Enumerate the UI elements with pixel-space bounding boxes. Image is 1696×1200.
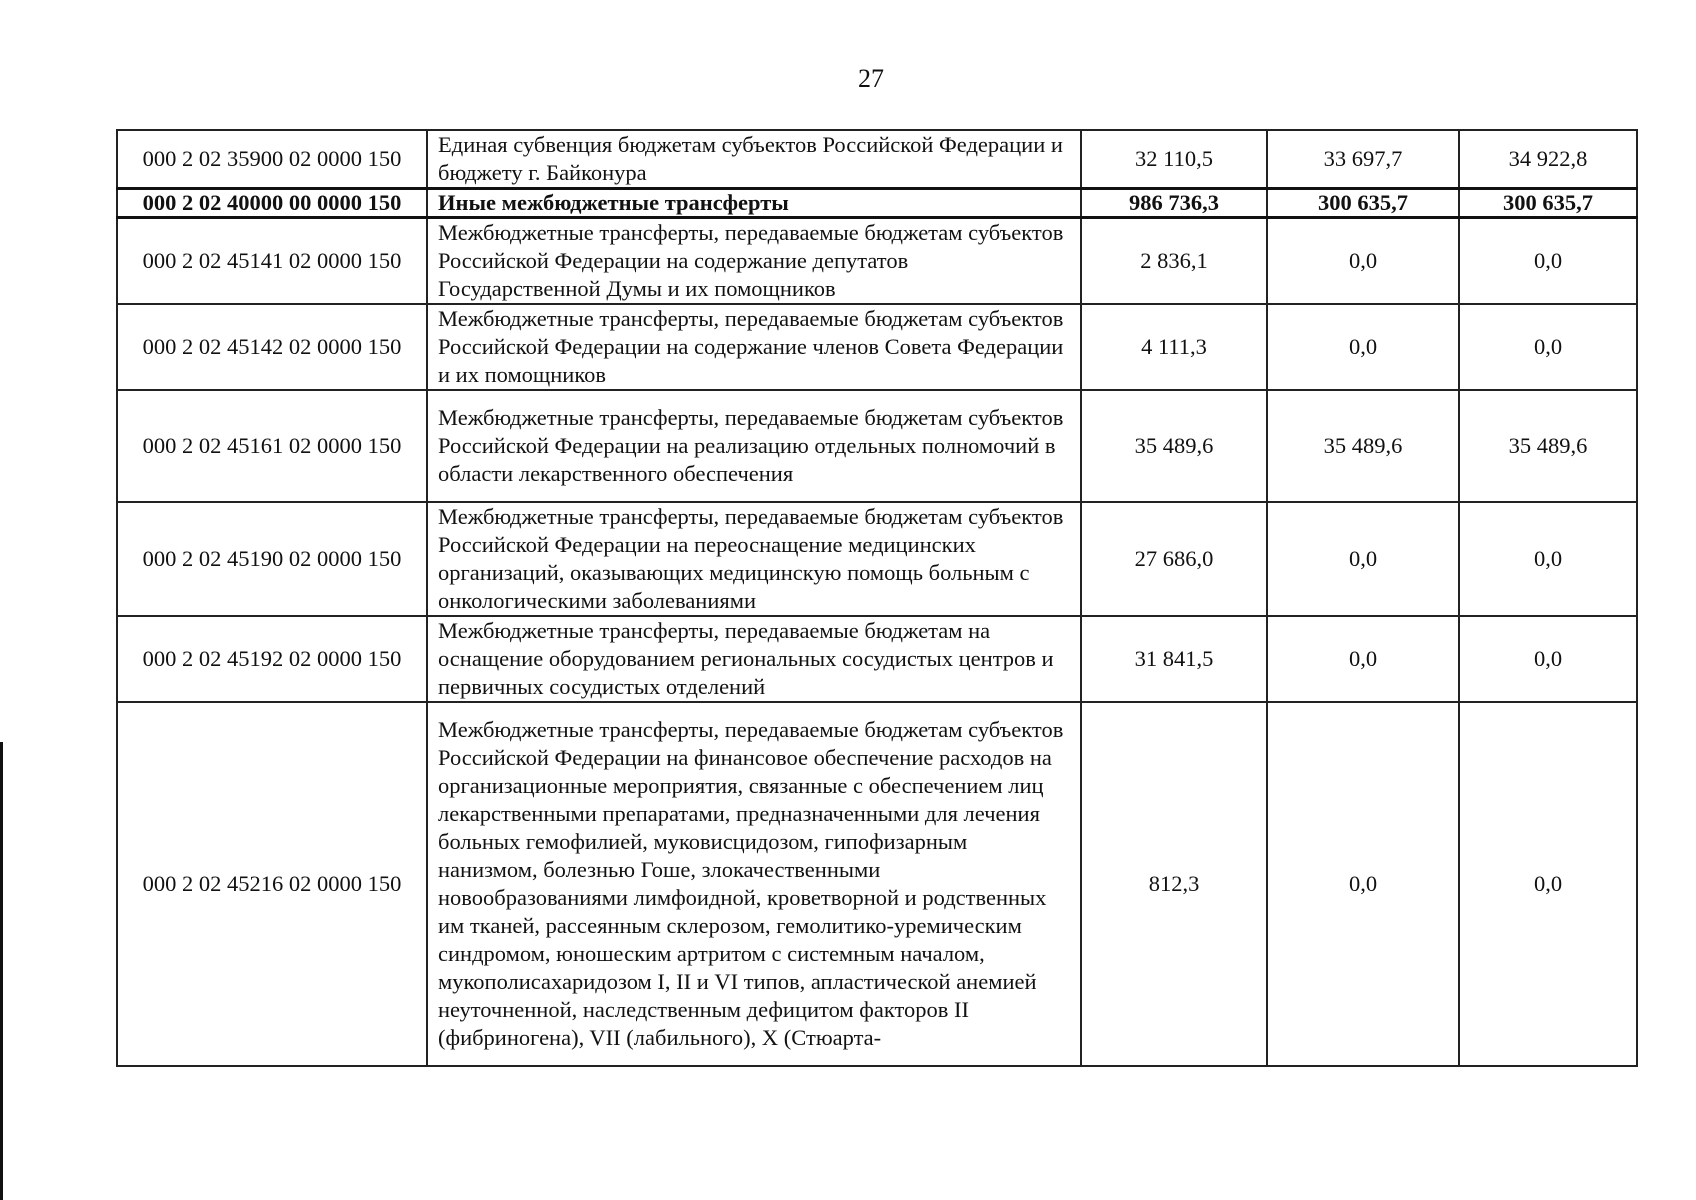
- amount-year2-cell: 0,0: [1267, 304, 1459, 390]
- budget-name-cell: Межбюджетные трансферты, передаваемые бюджетам субъектов Российской Федерации на реализацию отдельных полномочий в области лекарственного обеспечения: [427, 390, 1081, 502]
- amount-year3-cell: 0,0: [1459, 218, 1637, 305]
- budget-name-cell: Межбюджетные трансферты, передаваемые бюджетам субъектов Российской Федерации на переоснащение медицинских организаций, оказывающих медицинскую помощь больным с онкологическими заболеваниями: [427, 502, 1081, 616]
- amount-year1-cell: 27 686,0: [1081, 502, 1267, 616]
- amount-year3-cell: 300 635,7: [1459, 189, 1637, 218]
- amount-year2-cell: 33 697,7: [1267, 130, 1459, 189]
- amount-year1-cell: 32 110,5: [1081, 130, 1267, 189]
- budget-code-cell: 000 2 02 45142 02 0000 150: [117, 304, 427, 390]
- budget-code-cell: 000 2 02 45141 02 0000 150: [117, 218, 427, 305]
- budget-code-cell: 000 2 02 45192 02 0000 150: [117, 616, 427, 702]
- budget-name-cell: Иные межбюджетные трансферты: [427, 189, 1081, 218]
- amount-year2-cell: 35 489,6: [1267, 390, 1459, 502]
- amount-year1-cell: 2 836,1: [1081, 218, 1267, 305]
- budget-code-cell: 000 2 02 35900 02 0000 150: [117, 130, 427, 189]
- table-row: [117, 130, 1637, 189]
- amount-year2-cell: 0,0: [1267, 702, 1459, 1066]
- table-row: [117, 390, 1637, 502]
- budget-code-cell: 000 2 02 45216 02 0000 150: [117, 702, 427, 1066]
- amount-year3-cell: 0,0: [1459, 502, 1637, 616]
- budget-name-cell: Межбюджетные трансферты, передаваемые бюджетам субъектов Российской Федерации на содержание членов Совета Федерации и их помощников: [427, 304, 1081, 390]
- budget-table: [116, 129, 1638, 1067]
- amount-year1-cell: 4 111,3: [1081, 304, 1267, 390]
- amount-year2-cell: 0,0: [1267, 218, 1459, 305]
- table-row: [117, 702, 1637, 1066]
- amount-year1-cell: 31 841,5: [1081, 616, 1267, 702]
- amount-year3-cell: 0,0: [1459, 702, 1637, 1066]
- table-row-total: [117, 189, 1637, 218]
- amount-year3-cell: 34 922,8: [1459, 130, 1637, 189]
- amount-year1-cell: 812,3: [1081, 702, 1267, 1066]
- budget-name-cell: Межбюджетные трансферты, передаваемые бюджетам на оснащение оборудованием региональных сосудистых центров и первичных сосудистых отделений: [427, 616, 1081, 702]
- budget-name-cell: Межбюджетные трансферты, передаваемые бюджетам субъектов Российской Федерации на содержание депутатов Государственной Думы и их помощников: [427, 218, 1081, 305]
- budget-code-cell: 000 2 02 45190 02 0000 150: [117, 502, 427, 616]
- table-row: [117, 616, 1637, 702]
- amount-year1-cell: 35 489,6: [1081, 390, 1267, 502]
- budget-name-cell: Единая субвенция бюджетам субъектов Российской Федерации и бюджету г. Байконура: [427, 130, 1081, 189]
- budget-code-cell: 000 2 02 40000 00 0000 150: [117, 189, 427, 218]
- amount-year2-cell: 0,0: [1267, 502, 1459, 616]
- table-row: [117, 502, 1637, 616]
- page-number: 27: [858, 64, 884, 93]
- amount-year1-cell: 986 736,3: [1081, 189, 1267, 218]
- amount-year3-cell: 0,0: [1459, 616, 1637, 702]
- table-row: [117, 304, 1637, 390]
- scan-edge-mark: [0, 742, 3, 1200]
- amount-year3-cell: 0,0: [1459, 304, 1637, 390]
- amount-year2-cell: 300 635,7: [1267, 189, 1459, 218]
- table-row: [117, 218, 1637, 305]
- budget-code-cell: 000 2 02 45161 02 0000 150: [117, 390, 427, 502]
- amount-year3-cell: 35 489,6: [1459, 390, 1637, 502]
- budget-name-cell: Межбюджетные трансферты, передаваемые бюджетам субъектов Российской Федерации на финансовое обеспечение расходов на организационные мероприятия, связанные с обеспечением лиц лекарственными препаратами, предназначенными для лечения больных гемофилией, муковисцидозом, гипофизарным нанизмом, болезнью Гоше, злокачественными новообразованиями лимфоидной, кроветворной и родственных им тканей, рассеянным склерозом, гемолитико-уремическим синдромом, юношеским артритом с системным началом, мукополисахаридозом I, II и VI типов, апластической анемией неуточненной, наследственным дефицитом факторов II (фибриногена), VII (лабильного), X (Стюарта-: [427, 702, 1081, 1066]
- amount-year2-cell: 0,0: [1267, 616, 1459, 702]
